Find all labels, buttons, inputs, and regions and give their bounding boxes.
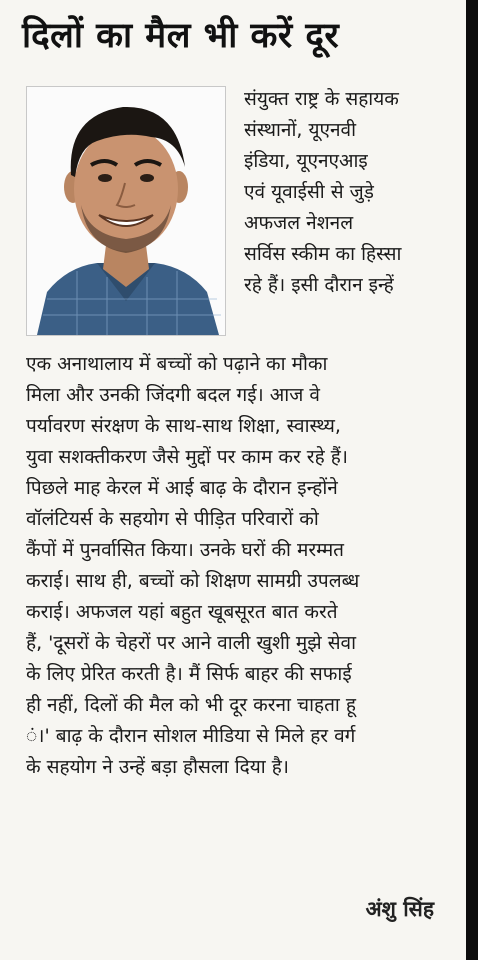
text-line: के सहयोग ने उन्हें बड़ा हौसला दिया है। [26,756,290,778]
text-line: ं।' बाढ़ के दौरान सोशल मीडिया से मिले हर वर्ग [26,725,356,747]
text-line: हैं, 'दूसरों के चेहरों पर आने वाली खुशी मुझे सेवा [26,632,357,654]
text-line: युवा सशक्तीकरण जैसे मुद्दों पर काम कर रहे हैं। [26,446,348,468]
portrait-illustration [27,87,225,335]
text-line: एवं यूवाईसी से जुड़े [244,181,374,203]
text-line: ही नहीं, दिलों की मैल को भी दूर करना चाहता हू [26,694,356,716]
text-line: पिछले माह केरल में आई बाढ़ के दौरान इन्होंने [26,477,338,499]
text-line: संयुक्त राष्ट्र के सहायक [244,88,399,110]
text-line: अफजल नेशनल [244,212,354,234]
text-line: सर्विस स्कीम का हिस्सा [244,243,402,265]
text-line: संस्थानों, यूएनवी [244,119,357,141]
author-byline: अंशु सिंह [365,897,434,921]
text-line: कराई। अफजल यहां बहुत खूबसूरत बात करते [26,601,338,623]
text-line: इंडिया, यूएनएआइ [244,150,368,172]
text-line: एक अनाथालाय में बच्चों को पढ़ाने का मौका [26,353,328,375]
text-line: मिला और उनकी जिंदगी बदल गई। आज वे [26,384,320,406]
text-line: रहे हैं। इसी दौरान इन्हें [244,274,394,296]
text-line: पर्यावरण संरक्षण के साथ-साथ शिक्षा, स्वास्थ्य, [26,415,341,437]
text-line: कैंपों में पुनर्वासित किया। उनके घरों की मरम्मत [26,539,345,561]
scan-edge-border [466,0,478,960]
portrait-photo [26,86,226,336]
text-line: वॉलंटियर्स के सहयोग से पीड़ित परिवारों को [26,508,319,530]
headline: दिलों का मैल भी करें दूर [22,16,340,56]
text-line: के लिए प्रेरित करती है। मैं सिर्फ बाहर की सफाई [26,663,352,685]
article-body [26,349,452,783]
text-line: कराई। साथ ही, बच्चों को शिक्षण सामग्री उपलब्ध [26,570,360,592]
intro-column [244,84,450,301]
